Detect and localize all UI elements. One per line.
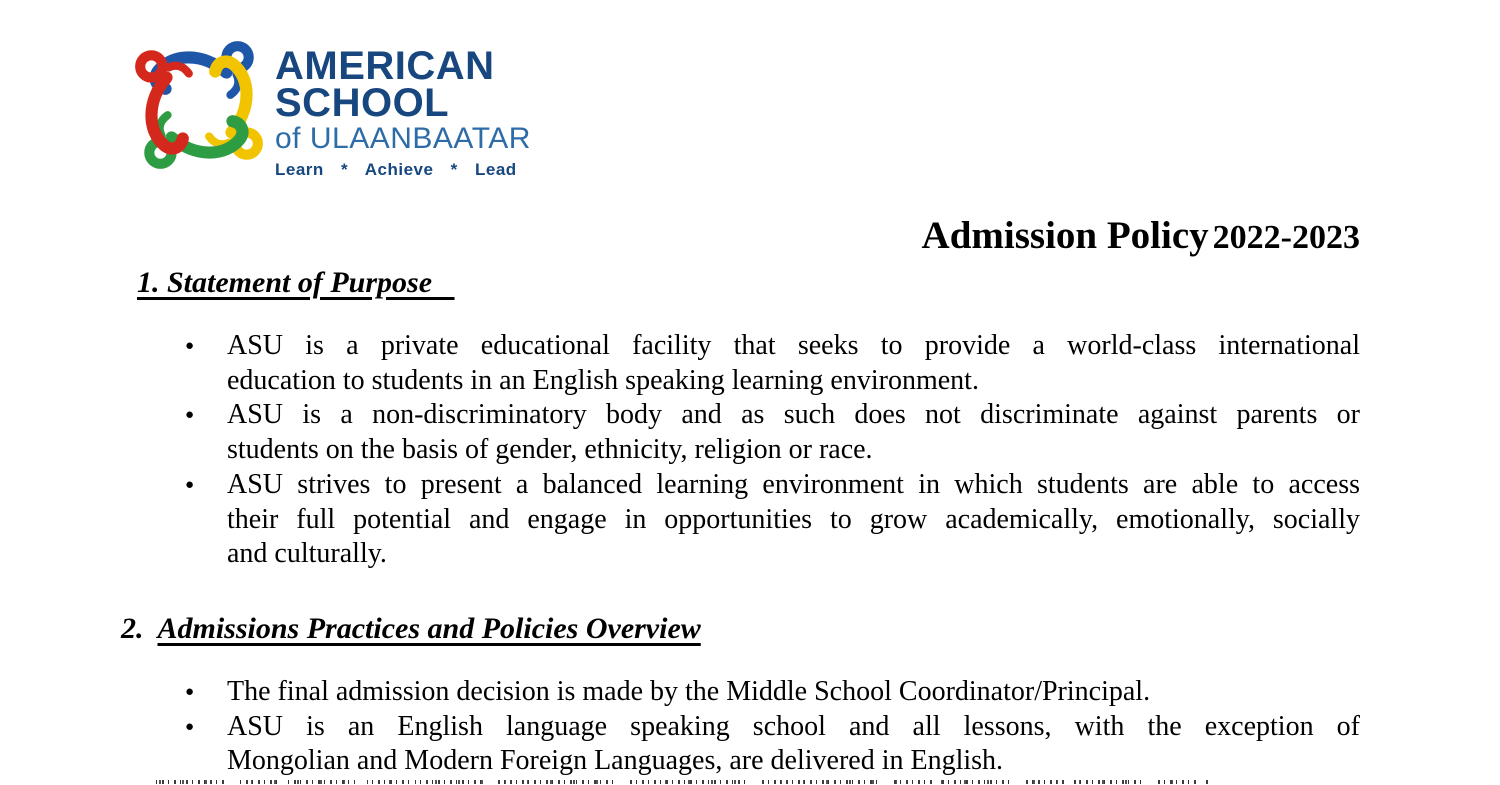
school-tagline: Learn * Achieve * Lead	[275, 160, 517, 179]
school-logo	[128, 34, 531, 180]
section1-heading-text: 1. Statement of Purpose	[137, 266, 433, 299]
list-item	[137, 329, 1360, 398]
clipped-text-line	[150, 780, 1210, 784]
document-title-year-text: 2022-2023	[1212, 219, 1360, 256]
school-name-line2: SCHOOL	[275, 81, 450, 125]
school-logo-text	[275, 34, 531, 180]
section2-heading-text: Admissions Practices and Policies Overview	[157, 612, 701, 645]
document-title-text: Admission Policy	[921, 214, 1209, 257]
bullet-text-line: and culturally.	[227, 538, 387, 570]
list-item	[137, 710, 1360, 779]
document-title-year	[1213, 219, 1360, 256]
bullet-text-line: ● ASU is a non-discriminatory body and as such does not discriminate against parents or	[227, 399, 1360, 431]
bullet-text-line: ● The final admission decision is made by the Middle School Coordinator/Principal.	[227, 676, 1151, 707]
bullet-text-line: Mongolian and Modern Foreign Languages, are delivered in English.	[227, 745, 1004, 777]
bullet-text-line: students on the basis of gender, ethnicity, religion or race.	[227, 434, 873, 466]
list-item	[137, 468, 1360, 572]
school-logo-icon	[128, 34, 270, 176]
school-name-line1: AMERICAN	[275, 44, 495, 88]
section2-heading-number: 2.	[121, 612, 144, 645]
section2-bullet-list	[137, 675, 1360, 779]
section1-heading	[137, 264, 455, 302]
list-item	[137, 398, 1360, 467]
bullet-text-line: ● ASU strives to present a balanced learning environment in which students are able to access	[227, 468, 1360, 500]
list-item	[137, 675, 1360, 710]
bullet-text-line: their full potential and engage in opportunities to grow academically, emotionally, socially	[227, 503, 1360, 535]
section1-bullet-list	[137, 329, 1360, 572]
bullet-text-line: ● ASU is a private educational facility that seeks to provide a world-class international	[227, 330, 1360, 361]
bullet-text-line: ● ASU is an English language speaking school and all lessons, with the exception of	[227, 710, 1360, 742]
bullet-text-line: education to students in an English speaking learning environment.	[227, 364, 979, 396]
school-name-line3: of ULAANBAATAR	[275, 122, 531, 155]
section2-heading	[121, 610, 701, 648]
document-title	[137, 212, 1360, 267]
